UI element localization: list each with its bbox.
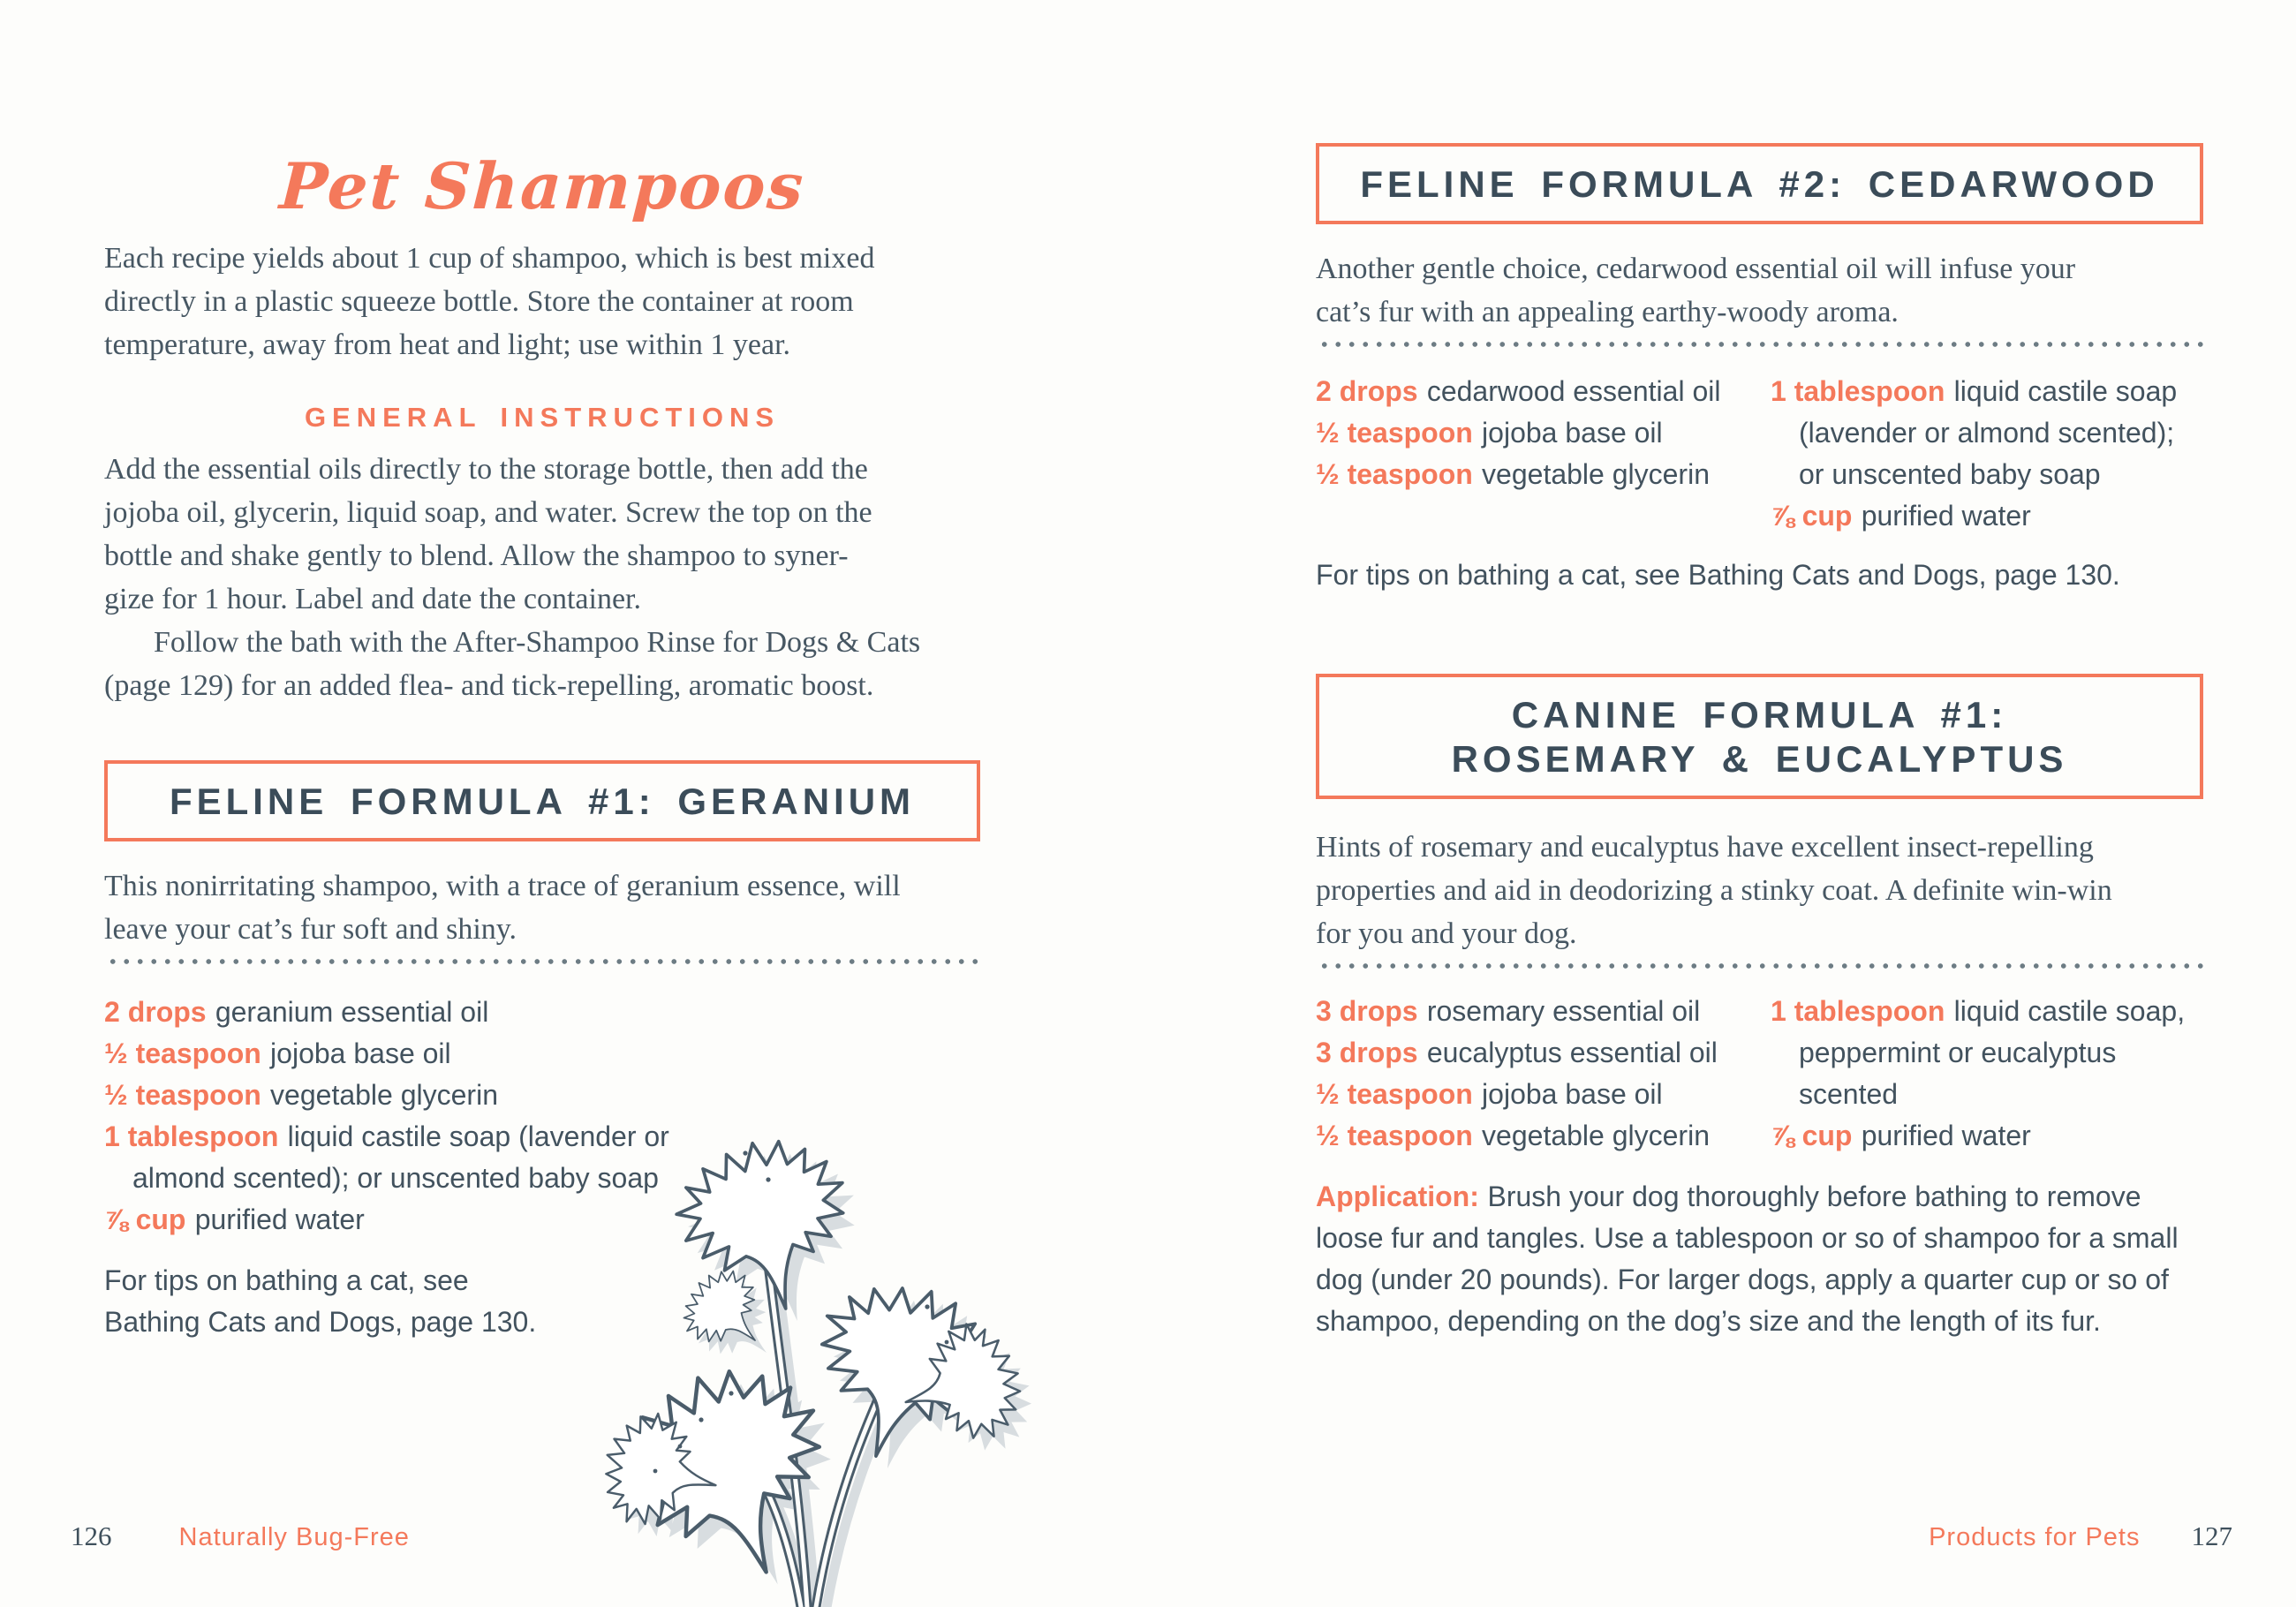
ingredient-name: jojoba base oil [1482, 417, 1663, 449]
body-line: for you and your dog. [1316, 917, 1577, 950]
ingredient-name: geranium essential oil [215, 996, 489, 1028]
ingredient-quantity: 1 tablespoon [1771, 995, 1945, 1027]
ingredient-item-continuation: peppermint or eucalyptus [1799, 1037, 2117, 1068]
left-footer [71, 1520, 410, 1552]
ingredient-name: vegetable glycerin [1482, 458, 1710, 490]
application-label: Application: [1316, 1181, 1479, 1212]
chapter-name: Naturally Bug-Free [178, 1523, 410, 1551]
geranium-illustration [576, 1084, 1057, 1607]
body-line: This nonirritating shampoo, with a trace of geranium essence, will [104, 870, 901, 902]
ingredient-item-continuation: (lavender or almond scented); [1799, 417, 2175, 449]
ingredient-name: vegetable glycerin [1482, 1120, 1710, 1151]
tip-line: For tips on bathing a cat, see [104, 1264, 469, 1296]
right-page [1316, 0, 2203, 1342]
ingredient-name: purified water [1861, 1120, 2031, 1151]
ingredient-item [1316, 1074, 1771, 1115]
formula-3-description [1316, 826, 2203, 955]
ingredient-item [1316, 412, 1771, 454]
formula-1-box [104, 760, 980, 841]
body-line: cat’s fur with an appealing earthy-woody aroma. [1316, 296, 1899, 328]
formula-3-heading-line: ROSEMARY & EUCALYPTUS [1451, 738, 2068, 780]
body-line: leave your cat’s fur soft and shiny. [104, 913, 517, 946]
application-note [1316, 1176, 2203, 1342]
bathing-tip: For tips on bathing a cat, see Bathing Cats and Dogs, page 130. [1316, 559, 2120, 591]
body-line: properties and aid in deodorizing a stinky coat. A definite win-win [1316, 874, 2112, 907]
ingredient-quantity: 2 drops [1316, 375, 1418, 407]
ingredient-name: purified water [194, 1203, 365, 1235]
ingredient-name: rosemary essential oil [1426, 995, 1701, 1027]
body-line: Add the essential oils directly to the storage bottle, then add the [104, 453, 868, 486]
application-text: Brush your dog thoroughly before bathing to remove loose fur and tangles. Use a tablespoon or so of shampoo for a small dog (under 20 pounds). For larger dogs, apply a quarter cup or so of shampoo, depending on the dog’s size and the length of its fur. [1316, 1181, 2179, 1337]
formula-2-ingredient-list [1316, 371, 2203, 537]
ingredient-quantity: 1 tablespoon [104, 1120, 279, 1152]
ingredient-item-continuation: almond scented); or unscented baby soap [132, 1162, 659, 1194]
page-title: Pet Shampoos [277, 148, 807, 223]
intro-line: directly in a plastic squeeze bottle. Store the container at room [104, 285, 854, 318]
formula-3-heading-line: CANINE FORMULA #1: [1511, 694, 2008, 736]
ingredient-name: jojoba base oil [270, 1037, 451, 1069]
formula-1-heading: FELINE FORMULA #1: GERANIUM [169, 781, 916, 822]
formula-2-box [1316, 143, 2203, 224]
ingredient-item [1316, 1032, 1771, 1074]
ingredient-item [1771, 991, 2203, 1032]
body-line: Follow the bath with the After-Shampoo Rinse for Dogs & Cats [154, 626, 921, 659]
body-line: Another gentle choice, cedarwood essential oil will infuse your [1316, 253, 2076, 285]
page-number: 126 [71, 1520, 112, 1551]
right-footer [1929, 1520, 2232, 1552]
ingredient-item [104, 1033, 980, 1075]
ingredient-name: liquid castile soap [1953, 375, 2178, 407]
dotted-divider [1316, 341, 2203, 348]
ingredient-item [1771, 1115, 2203, 1157]
ingredient-item [1771, 371, 2203, 412]
body-line: bottle and shake gently to blend. Allow the shampoo to syner- [104, 539, 849, 572]
intro-line: temperature, away from heat and light; use within 1 year. [104, 328, 791, 361]
ingredient-quantity: 1 tablespoon [1771, 375, 1945, 407]
intro-paragraph [104, 237, 980, 366]
ingredient-item [1771, 495, 2203, 537]
ingredient-name: liquid castile soap, [1953, 995, 2186, 1027]
formula-2-description [1316, 247, 2203, 334]
ingredient-quantity: ½ teaspoon [1316, 458, 1473, 490]
ingredient-quantity: 3 drops [1316, 995, 1418, 1027]
ingredient-name: vegetable glycerin [270, 1079, 498, 1111]
ingredient-quantity: ½ teaspoon [104, 1079, 261, 1111]
formula-1-description [104, 864, 980, 951]
ingredient-quantity: ⅞ cup [104, 1203, 186, 1235]
general-instructions-paragraph [104, 448, 980, 707]
ingredient-name: cedarwood essential oil [1426, 375, 1721, 407]
section-name: Products for Pets [1929, 1523, 2141, 1551]
ingredient-name: eucalyptus essential oil [1426, 1037, 1718, 1068]
ingredient-name: purified water [1861, 500, 2031, 532]
ingredient-name: jojoba base oil [1482, 1078, 1663, 1110]
formula-2-heading: FELINE FORMULA #2: CEDARWOOD [1360, 163, 2159, 205]
body-line: (page 129) for an added flea- and tick-repelling, aromatic boost. [104, 669, 874, 702]
ingredient-column-left [1316, 371, 1771, 537]
ingredient-quantity: ½ teaspoon [1316, 1120, 1473, 1151]
dotted-divider [1316, 962, 2203, 969]
tip-line: Bathing Cats and Dogs, page 130. [104, 1306, 537, 1338]
ingredient-item-continuation: or unscented baby soap [1799, 458, 2101, 490]
ingredient-quantity: ⅞ cup [1771, 500, 1853, 532]
ingredient-column-right [1771, 371, 2203, 537]
body-line: Hints of rosemary and eucalyptus have excellent insect-repelling [1316, 831, 2094, 864]
formula-3-ingredient-list [1316, 991, 2203, 1157]
ingredient-quantity: ⅞ cup [1771, 1120, 1853, 1151]
ingredient-item [104, 992, 980, 1033]
ingredient-item-continuation: scented [1799, 1078, 1899, 1110]
ingredient-quantity: 2 drops [104, 996, 207, 1028]
ingredient-quantity: ½ teaspoon [1316, 417, 1473, 449]
ingredient-item [1316, 371, 1771, 412]
ingredient-item [1316, 1115, 1771, 1157]
general-instructions-heading: GENERAL INSTRUCTIONS [304, 402, 781, 433]
ingredient-column-left [1316, 991, 1771, 1157]
ingredient-item [1316, 454, 1771, 495]
page-number: 127 [2191, 1520, 2232, 1551]
ingredient-column-right [1771, 991, 2203, 1157]
ingredient-item [1316, 991, 1771, 1032]
ingredient-quantity: ½ teaspoon [104, 1037, 261, 1069]
dotted-divider [104, 958, 980, 965]
body-line: jojoba oil, glycerin, liquid soap, and water. Screw the top on the [104, 496, 872, 529]
formula-3-box [1316, 674, 2203, 799]
ingredient-name: liquid castile soap (lavender or [287, 1120, 669, 1152]
ingredient-quantity: 3 drops [1316, 1037, 1418, 1068]
body-line: gize for 1 hour. Label and date the container. [104, 583, 641, 615]
intro-line: Each recipe yields about 1 cup of shampoo, which is best mixed [104, 242, 875, 275]
ingredient-quantity: ½ teaspoon [1316, 1078, 1473, 1110]
